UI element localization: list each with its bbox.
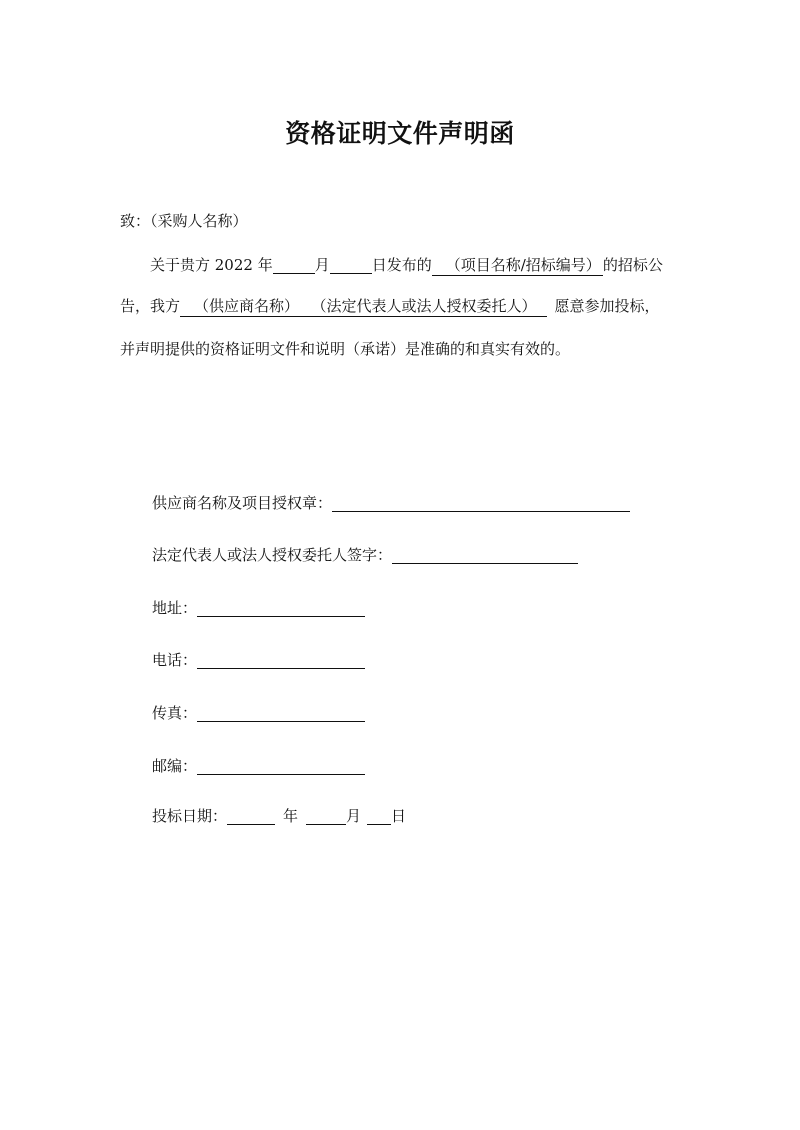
bid-month-input[interactable]	[306, 806, 346, 825]
project-name-field: （项目名称/招标编号）	[432, 256, 603, 276]
para1-day-published: 日发布的	[371, 256, 432, 274]
signature-input[interactable]	[392, 545, 578, 564]
seal-input[interactable]	[332, 493, 630, 512]
para1-prefix: 关于贵方 2022 年	[150, 256, 273, 274]
fax-label: 传真：	[152, 704, 198, 722]
phone-row	[152, 650, 365, 670]
representative-field: （法定代表人或法人授权委托人）	[317, 297, 547, 317]
paragraph-line-2	[120, 296, 660, 316]
address-row	[152, 598, 365, 618]
fax-row	[152, 703, 365, 723]
salutation: 致：（采购人名称）	[120, 212, 248, 230]
address-input[interactable]	[197, 598, 365, 617]
bid-month-label: 月	[346, 807, 362, 825]
bid-date-row	[152, 806, 406, 826]
day-blank[interactable]	[330, 255, 372, 274]
fax-input[interactable]	[197, 703, 365, 722]
postcode-input[interactable]	[197, 756, 365, 775]
seal-row	[152, 493, 630, 513]
bid-date-label: 投标日期：	[152, 807, 228, 825]
postcode-row	[152, 756, 365, 776]
signature-label: 法定代表人或法人授权委托人签字：	[152, 546, 393, 564]
bid-day-input[interactable]	[367, 806, 391, 825]
bid-year-input[interactable]	[227, 806, 275, 825]
para1-suffix: 的招标公	[602, 256, 663, 274]
signature-row	[152, 545, 578, 565]
paragraph-line-1	[150, 255, 663, 275]
phone-input[interactable]	[197, 650, 365, 669]
phone-label: 电话：	[152, 651, 198, 669]
para2-prefix: 告，我方	[120, 297, 181, 315]
month-blank[interactable]	[273, 255, 315, 274]
para2-suffix: 愿意参加投标，	[554, 297, 660, 315]
postcode-label: 邮编：	[152, 757, 198, 775]
supplier-name-field: （供应商名称）	[180, 297, 317, 317]
para1-month: 月	[314, 256, 330, 274]
page-title: 资格证明文件声明函	[285, 119, 515, 148]
address-label: 地址：	[152, 599, 198, 617]
bid-year-label: 年	[283, 807, 299, 825]
bid-day-label: 日	[391, 807, 407, 825]
seal-label: 供应商名称及项目授权章：	[152, 494, 333, 512]
paragraph-line-3: 并声明提供的资格证明文件和说明（承诺）是准确的和真实有效的。	[120, 340, 571, 358]
